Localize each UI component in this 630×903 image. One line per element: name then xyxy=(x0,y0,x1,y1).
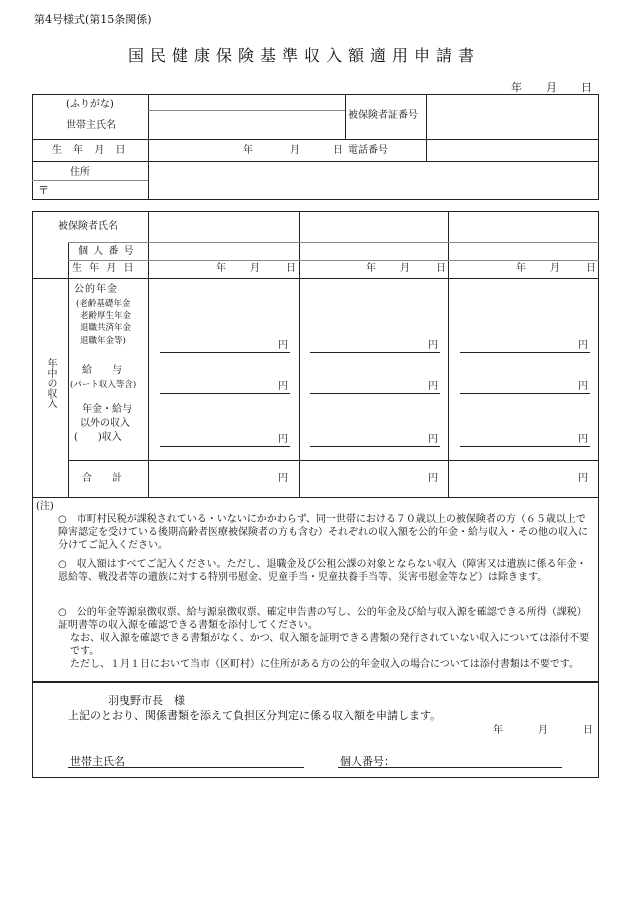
col3-month: 月 xyxy=(550,263,560,274)
pension-label: 公的年金 xyxy=(74,284,118,295)
col2-day: 日 xyxy=(436,263,446,274)
yen-mark: 円 xyxy=(278,340,288,351)
birth-day: 日 xyxy=(333,145,343,156)
notes-header: (注) xyxy=(36,501,54,512)
head-name-label: 世帯主氏名 xyxy=(66,120,116,131)
col3-year: 年 xyxy=(516,263,526,274)
note-1: ○ 市町村民税が課税されている・いないにかかわらず、同一世帯における７０歳以上の被保険者の方（６５歳以上で障害認定を受けている後期高齢者医療被保険者の方も含む）それぞれの収入額を公的年金・給与収入・その他の収入に分けてご記入ください。 xyxy=(58,514,588,551)
birth-label: 生 年 月 日 xyxy=(52,145,130,156)
birth-year: 年 xyxy=(243,145,253,156)
furigana-field[interactable] xyxy=(150,96,343,109)
personal-no-label: 個 人 番 号 xyxy=(78,246,135,257)
form-number: 第4号様式(第15条関係) xyxy=(34,13,152,26)
phone-label: 電話番号 xyxy=(348,145,388,156)
other-label-2: 以外の収入 xyxy=(80,418,130,429)
income-side-label: 年中の収入 xyxy=(45,358,56,408)
other-label-3: ( )収入 xyxy=(74,432,122,443)
yen-mark: 円 xyxy=(278,381,288,392)
note-3b: なお、収入源を確認できる書類がなく、かつ、収入額を証明できる書類の発行されていない収入については添付不要です。 xyxy=(70,633,590,657)
declaration-day: 日 xyxy=(583,725,593,736)
total-label: 合 計 xyxy=(82,473,122,484)
header-day: 日 xyxy=(581,81,592,94)
yen-mark: 円 xyxy=(278,473,288,484)
yen-mark: 円 xyxy=(428,473,438,484)
address-field[interactable] xyxy=(150,163,597,198)
salary-sub: (パート収入等含) xyxy=(70,380,137,390)
salary-label: 給 与 xyxy=(82,365,122,376)
postal-mark: 〒 xyxy=(38,184,49,197)
yen-mark: 円 xyxy=(428,381,438,392)
insured-birth-label: 生 年 月 日 xyxy=(72,263,136,274)
insured-name-label: 被保険者氏名 xyxy=(58,221,118,232)
page-title: 国民健康保険基準収入額適用申請書 xyxy=(128,46,481,65)
note-3: ○ 公的年金等源泉徴収票、給与源泉徴収票、確定申告書の写し、公的年金及び給与収入源を確認できる所得（課税）証明書等の収入源を確認できる書類を添付してください。 xyxy=(58,607,587,631)
pension-sub-2: 老齢厚生年金 xyxy=(80,311,132,321)
footer-head-name-field[interactable] xyxy=(130,752,302,766)
yen-mark: 円 xyxy=(428,434,438,445)
yen-mark: 円 xyxy=(578,473,588,484)
insured-card-label: 被保険者証番号 xyxy=(348,110,418,121)
note-3c: ただし、１月１日において当市（区町村）に住所がある方の公的年金収入の場合については添付書類は不要です。 xyxy=(70,659,579,670)
col1-year: 年 xyxy=(216,263,226,274)
yen-mark: 円 xyxy=(428,340,438,351)
note-2: ○ 収入額はすべてご記入ください。ただし、退職金及び公租公課の対象とならない収入（障害又は遺族に係る年金・恩給等、戦没者等の遺族に対する特別弔慰金、児童手当・児童扶養手当等、災害弔慰金等など）は除きます。 xyxy=(58,559,587,583)
footer-head-name-label: 世帯主氏名 xyxy=(70,755,125,768)
phone-field[interactable] xyxy=(428,141,597,159)
head-name-field[interactable] xyxy=(150,112,343,137)
col1-day: 日 xyxy=(286,263,296,274)
pension-sub-1: (老齢基礎年金 xyxy=(76,299,131,309)
addressee: 羽曳野市長 様 xyxy=(108,694,185,707)
pension-sub-4: 退職年金等) xyxy=(80,336,126,346)
declaration-year: 年 xyxy=(493,725,503,736)
insured-card-field[interactable] xyxy=(428,96,597,137)
yen-mark: 円 xyxy=(578,340,588,351)
col1-month: 月 xyxy=(250,263,260,274)
col2-month: 月 xyxy=(400,263,410,274)
yen-mark: 円 xyxy=(278,434,288,445)
col3-day: 日 xyxy=(586,263,596,274)
address-label: 住所 xyxy=(70,167,90,178)
footer-personal-no-field[interactable] xyxy=(396,752,560,766)
declaration-month: 月 xyxy=(538,725,548,736)
col2-year: 年 xyxy=(366,263,376,274)
furigana-label: (ふりがな) xyxy=(66,99,114,110)
footer-personal-no-label: 個人番号： xyxy=(340,755,395,768)
header-month: 月 xyxy=(546,81,557,94)
header-year: 年 xyxy=(511,81,522,94)
birth-month: 月 xyxy=(290,145,300,156)
pension-sub-3: 退職共済年金 xyxy=(80,323,132,333)
other-label-1: 年金・給与 xyxy=(82,404,132,415)
yen-mark: 円 xyxy=(578,381,588,392)
declaration-statement: 上記のとおり、関係書類を添えて負担区分判定に係る収入額を申請します。 xyxy=(68,709,442,722)
yen-mark: 円 xyxy=(578,434,588,445)
